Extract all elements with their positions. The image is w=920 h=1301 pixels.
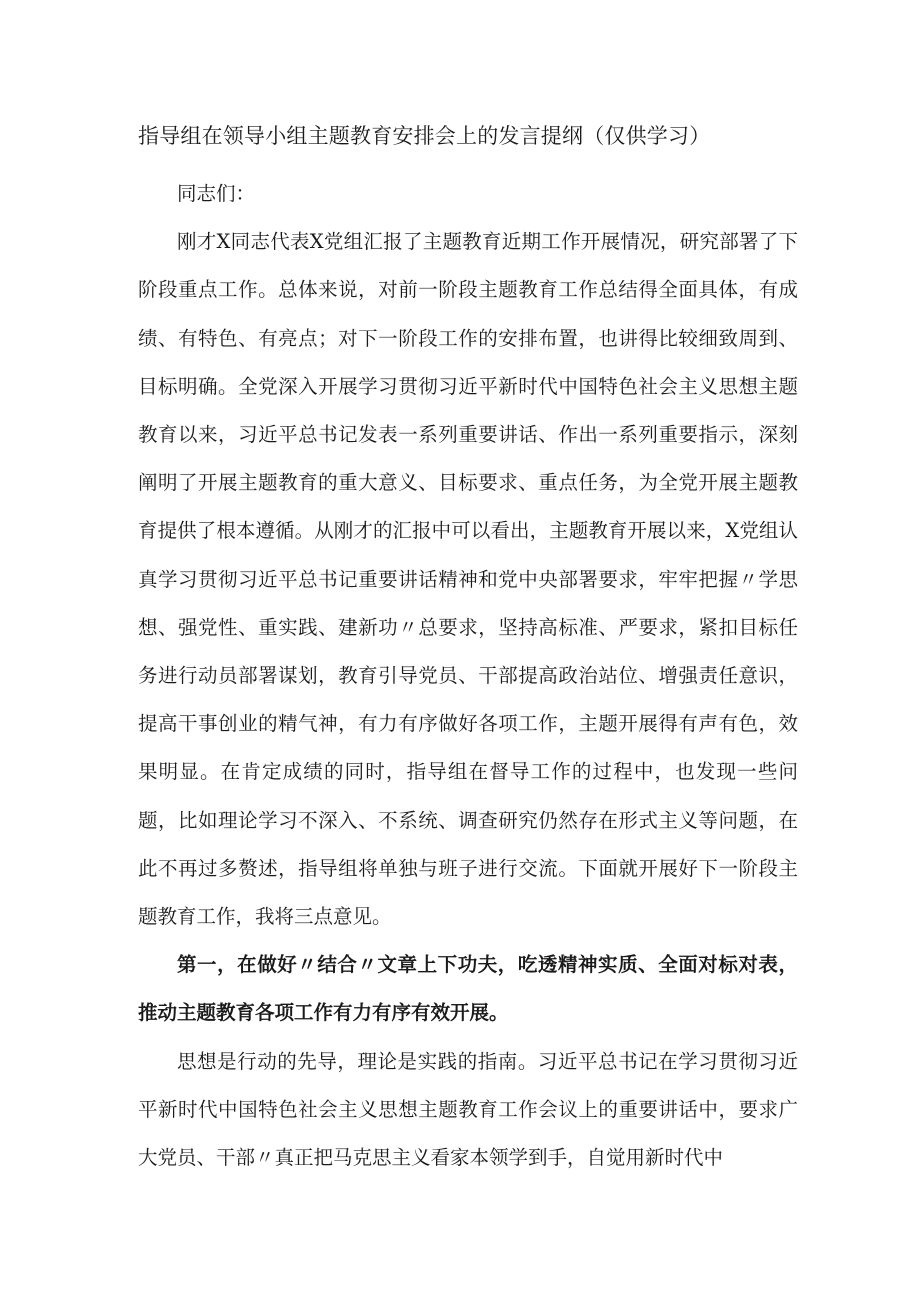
section-heading-first: 第一，在做好〃结合〃文章上下功夫，吃透精神实质、全面对标对表，推动主题教育各项工作有力有序有效开展。 xyxy=(138,953,798,1025)
document-title: 指导组在领导小组主题教育安排会上的发言提纲（仅供学习） xyxy=(138,124,711,148)
salutation: 同志们： xyxy=(177,182,256,205)
paragraph-opening: 刚才X同志代表X党组汇报了主题教育近期工作开展情况，研究部署了下阶段重点工作。总体来说，对前一阶段主题教育工作总结得全面具体，有成绩、有特色、有亮点；对下一阶段工作的安排布置，也讲得比较细致周到、目标明确。全党深入开展学习贯彻习近平新时代中国特色社会主义思想主题教育以来，习近平总书记发表一系列重要讲话、作出一系列重要指示，深刻阐明了开展主题教育的重大意义、目标要求、重点任务，为全党开展主题教育提供了根本遵循。从刚才的汇报中可以看出，主题教育开展以来，X党组认真学习贯彻习近平总书记重要讲话精神和党中央部署要求，牢牢把握〃学思想、强党性、重实践、建新功〃总要求，坚持高标准、严要求，紧扣目标任务进行动员部署谋划，教育引导党员、干部提高政治站位、增强责任意识，提高干事创业的精气神，有力有序做好各项工作，主题开展得有声有色，效果明显。在肯定成绩的同时，指导组在督导工作的过程中，也发现一些问题，比如理论学习不深入、不系统、调查研究仍然存在形式主义等问题，在此不再过多赘述，指导组将单独与班子进行交流。下面就开展好下一阶段主题教育工作，我将三点意见。 xyxy=(138,230,798,929)
document-body xyxy=(138,170,798,1182)
paragraph-first-section: 思想是行动的先导，理论是实践的指南。习近平总书记在学习贯彻习近平新时代中国特色社会主义思想主题教育工作会议上的重要讲话中，要求广大党员、干部〃真正把马克思主义看家本领学到手，自觉用新时代中 xyxy=(138,1049,798,1170)
